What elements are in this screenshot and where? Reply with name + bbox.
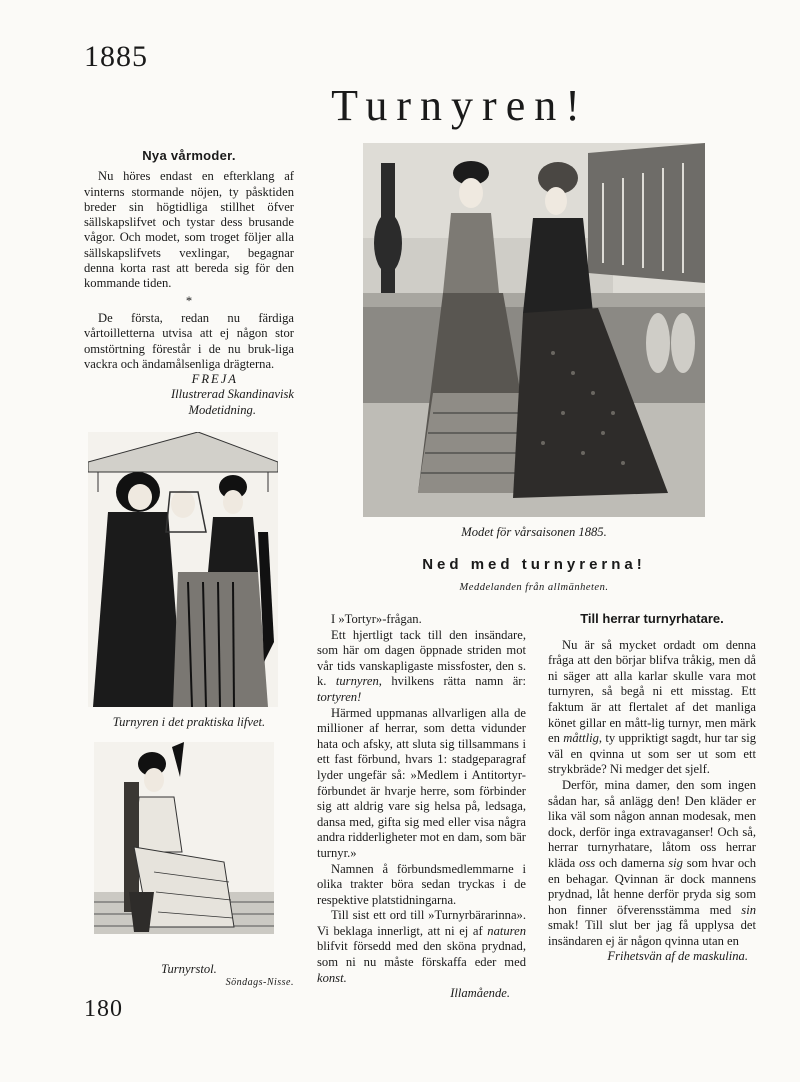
- article-tortyr-fragan: [317, 612, 526, 1002]
- article-nya-varmoder: [84, 148, 294, 418]
- article-heading: Till herrar turnyrhatare.: [580, 611, 724, 626]
- article-signature: [84, 372, 294, 418]
- text-run: Nu är så mycket ordadt om denna fråga att den börjar blifva tråkig, men då ni säger att alla karlar skulle vara mot turnyren, så begå ni ett misstag. Ett faktum är att flertalet af det manliga könet gillar en mått-lig turnyr, men märk en: [548, 637, 756, 746]
- emphasis-text: naturen: [487, 923, 526, 938]
- article-paragraph: Härmed uppmanas allvarligen alla de millioner af herrar, som detta vidunder hata och afsky, att sluta sig tillsammans i ett fast förbund, hvars 1: stadgeparagraf lyder ungefär så: »Medlem i Antitortyr-förbundet är hvarje herre, som förbinder sig att aldrig vare sig helsa på, ledsaga, dansa med, gifta sig med eller visa några andra ridderligheter mot en dam, som bär turnyr.»: [317, 705, 526, 860]
- emphasis-text: sig: [668, 855, 683, 870]
- text-run: , hvilkens rätta namn är:: [378, 674, 526, 689]
- text-run: Derför, mina damer, den som ingen sådan har, så anlägg den! Den kläder er lika väl som någon annan modesak, men dock, derför inga extravaganser! Och så, herrar turnyrhatare, låtom oss herrar kläda: [548, 777, 756, 870]
- article-signature: Illamående.: [450, 986, 510, 1001]
- signature-source-line: Illustrerad Skandinavisk: [170, 387, 294, 402]
- emphasis-text: turnyren: [335, 674, 379, 689]
- year-heading: 1885: [84, 40, 148, 73]
- emphasis-text: oss: [579, 855, 596, 870]
- text-run: och damerna: [595, 855, 669, 870]
- bustle-chair-illustration: [94, 742, 274, 934]
- page-title: Turnyren!: [331, 81, 589, 130]
- text-run: , ty uppriktigt sagdt, hur tar sig väl en qvinna ut som ser ut som ett strykbräde? Ni medger det sjelf.: [548, 731, 756, 777]
- text-run: Ett hjertligt tack till den insändare, som här om dagen öppnade striden mot vår tids vanskapligaste missfoster, den s. k.: [317, 627, 526, 689]
- article-paragraph: Nu höres endast en efterklang af vinterns stormande nöjen, ty påsktiden breder sin högtidliga stillhet öfver sällskapslifvet och tystar dess brusande vågor. Och modet, som troget följer alla sällskapslifvets vexlingar, begagnar denna korta rast att bereda sig för den kommande tiden.: [84, 169, 294, 291]
- article-heading: Nya vårmoder.: [142, 148, 236, 163]
- separator-star: *: [185, 293, 193, 308]
- text-run: som hvar och en behagar. Qvinnan är dock mannens prydnad, låt henne derför pryda sig som hon finner öfverensstämma med: [548, 855, 757, 917]
- fashion-engraving-image: [363, 143, 705, 517]
- emphasis-text: sin: [741, 902, 756, 917]
- signature-name: FREJA: [191, 372, 238, 387]
- text-run: Till sist ett ord till »Turnyrbärarinna». Vi beklaga innerligt, att ni ej af: [317, 908, 526, 938]
- image-caption: Modet för vårsaisonen 1885.: [461, 525, 607, 539]
- section-heading: Ned med turnyrerna!: [422, 556, 646, 573]
- article-paragraph: [548, 778, 756, 950]
- article-paragraph: [317, 908, 526, 986]
- illustration-caption: Turnyren i det praktiska lifvet.: [112, 715, 266, 729]
- text-run: blifvit försedd med den sköna prydnad, som ni nu måste förskaffa eder med: [317, 939, 526, 970]
- illustration-source: Söndags-Nisse.: [225, 977, 294, 988]
- article-lead-line: I »Tortyr»-frågan.: [331, 612, 422, 626]
- signature-source-line: Modetidning.: [188, 402, 256, 417]
- article-paragraph: [548, 638, 756, 778]
- emphasis-text: måttlig: [563, 731, 599, 746]
- article-till-herrar: [548, 611, 756, 965]
- page-number: 180: [84, 996, 123, 1022]
- illustration-caption: Turnyrstol.: [161, 962, 217, 976]
- section-subheading: Meddelanden från allmänheten.: [459, 582, 609, 593]
- market-scene-illustration: [88, 432, 278, 707]
- article-paragraph: [317, 628, 526, 706]
- emphasis-text: tortyren!: [317, 689, 362, 704]
- text-run: smak! Till slut ber jag få upplysa det insändaren ej är någon qvinna utan en: [548, 918, 756, 948]
- article-paragraph: Namnen å förbundsmedlemmarne i olika trakter böra sedan tryckas i de respektive platstidningarna.: [317, 861, 526, 907]
- emphasis-text: konst.: [317, 970, 347, 985]
- article-paragraph: De första, redan nu färdiga vårtoilletterna utvisa att ej någon stor omstörtning förestår i de nu bruk-liga vackra och ändamålsenliga drägterna.: [84, 310, 294, 371]
- article-signature: Frihetsvän af de maskulina.: [607, 949, 748, 964]
